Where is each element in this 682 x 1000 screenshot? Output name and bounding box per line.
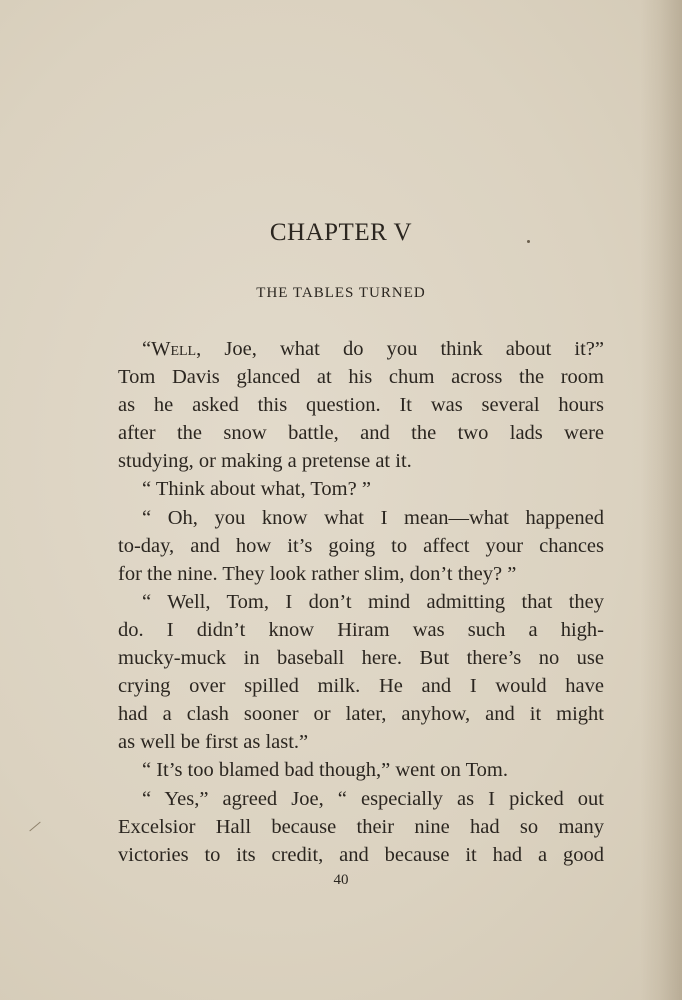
text-line: mucky-muck in baseball here. But there’s no use	[118, 647, 604, 670]
paragraph	[118, 588, 604, 757]
text-line: “ Well, Tom, I don’t mind admitting that they	[142, 590, 604, 613]
text-line: crying over spilled milk. He and I would have	[118, 675, 604, 698]
paragraph	[118, 475, 604, 503]
text-rest: , Joe, what do you think about it?”	[196, 338, 604, 360]
text-line: Excelsior Hall because their nine had so many	[118, 815, 604, 838]
chapter-title: CHAPTER V	[269, 219, 413, 246]
text-line: to-day, and how it’s going to affect your chances	[118, 534, 604, 557]
paper-speck	[527, 240, 530, 243]
text-line: “ It’s too blamed bad though,” went on Tom.	[142, 759, 508, 782]
margin-mark	[29, 822, 40, 832]
paragraph	[118, 335, 604, 475]
text-line: Tom Davis glanced at his chum across the room	[118, 366, 604, 389]
paragraph	[118, 785, 604, 869]
text-line: “ Yes,” agreed Joe, “ especially as I picked out	[142, 787, 604, 810]
text-line: for the nine. They look rather slim, don’t they? ”	[118, 562, 517, 585]
text-line: as well be first as last.”	[118, 731, 309, 754]
text-line: “ Oh, you know what I mean—what happened	[142, 506, 604, 529]
chapter-subtitle: THE TABLES TURNED	[256, 285, 426, 301]
text-line: had a clash sooner or later, anyhow, and it might	[118, 703, 604, 726]
text-line: “ Think about what, Tom? ”	[142, 478, 371, 501]
text-line: after the snow battle, and the two lads were	[118, 422, 604, 445]
paragraph	[118, 756, 604, 784]
text-line	[118, 335, 604, 363]
page-number: 40	[333, 872, 349, 888]
body-text	[118, 335, 604, 869]
text-line: as he asked this question. It was several hours	[118, 394, 604, 417]
text-line: do. I didn’t know Hiram was such a high-	[118, 618, 604, 641]
paragraph	[118, 504, 604, 588]
text-line: studying, or making a pretense at it.	[118, 450, 412, 473]
text-line: victories to its credit, and because it had a good	[118, 843, 604, 866]
text-prefix: “	[142, 338, 152, 360]
smallcaps-word: Well	[151, 338, 197, 360]
